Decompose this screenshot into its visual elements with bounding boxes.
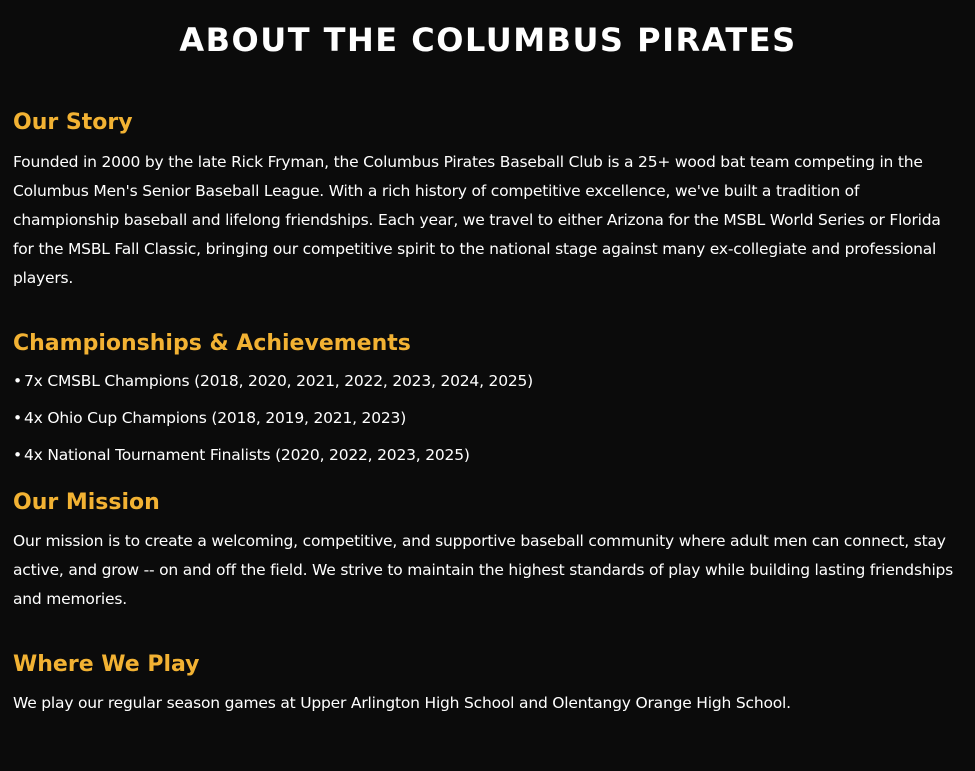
- championships-list: [13, 370, 963, 466]
- championships-section: [13, 330, 963, 466]
- our-story-section: [13, 109, 963, 293]
- list-item: [13, 444, 963, 466]
- list-item: [13, 370, 963, 392]
- bullet-icon: •: [13, 372, 22, 390]
- our-mission-heading: Our Mission: [13, 490, 160, 515]
- where-we-play-heading: Where We Play: [13, 652, 200, 677]
- bullet-icon: •: [13, 409, 22, 427]
- list-item: [13, 407, 963, 429]
- our-story-text: Founded in 2000 by the late Rick Fryman, the Columbus Pirates Baseball Club is a 25+ wood bat team competing in the Columbus Men's Senior Baseball League. With a rich history of competitive excellence, we've built a tradition of championship baseball and lifelong friendships. Each year, we travel to either Arizona for the MSBL World Series or Florida for the MSBL Fall Classic, bringing our competitive spirit to the national stage against many ex-collegiate and professional players.: [13, 153, 941, 287]
- championship-text: 4x National Tournament Finalists (2020, 2022, 2023, 2025): [24, 446, 470, 464]
- where-we-play-text: We play our regular season games at Upper Arlington High School and Olentangy Orange High School.: [13, 694, 791, 712]
- our-story-heading: Our Story: [13, 110, 133, 135]
- where-we-play-section: [13, 651, 963, 718]
- championship-text: 7x CMSBL Champions (2018, 2020, 2021, 2022, 2023, 2024, 2025): [24, 372, 534, 390]
- championship-text: 4x Ohio Cup Champions (2018, 2019, 2021, 2023): [24, 409, 407, 427]
- bullet-icon: •: [13, 446, 22, 464]
- our-mission-text: Our mission is to create a welcoming, competitive, and supportive baseball community where adult men can connect, stay active, and grow -- on and off the field. We strive to maintain the highest standards of play while building lasting friendships and memories.: [13, 532, 954, 608]
- championships-heading: Championships & Achievements: [13, 331, 411, 356]
- page-title: ABOUT THE COLUMBUS PIRATES: [179, 21, 797, 59]
- our-mission-section: [13, 489, 963, 614]
